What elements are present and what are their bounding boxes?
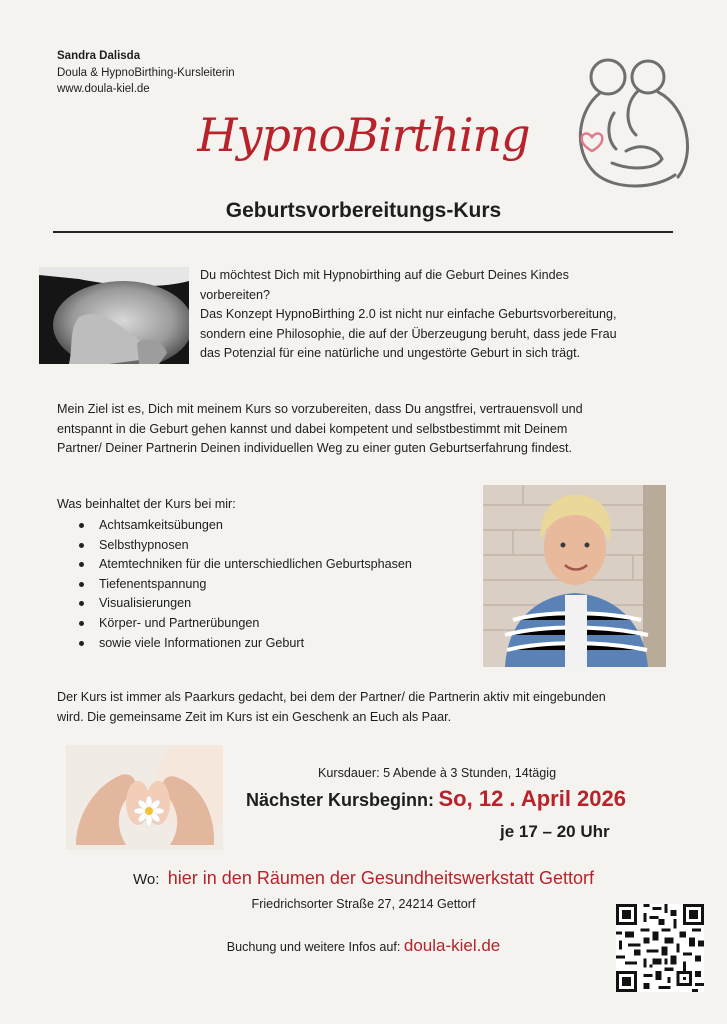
qr-code-icon[interactable] bbox=[616, 904, 704, 992]
portrait-photo bbox=[483, 485, 666, 667]
course-duration: Kursdauer: 5 Abende à 3 Stunden, 14tägig bbox=[318, 766, 557, 780]
author-block bbox=[57, 48, 235, 98]
author-name: Sandra Dalisda bbox=[57, 50, 141, 62]
course-time: je 17 – 20 Uhr bbox=[500, 822, 610, 841]
contents-heading: Was beinhaltet der Kurs bei mir: bbox=[57, 497, 236, 511]
list-item: Selbsthypnosen bbox=[57, 536, 412, 556]
intro-text bbox=[200, 266, 680, 364]
contents-list bbox=[57, 516, 412, 653]
title-divider bbox=[53, 231, 673, 233]
intro-line: das Potenzial für eine natürliche und ungestörte Geburt in sich trägt. bbox=[200, 346, 581, 361]
location-line bbox=[0, 868, 727, 889]
list-item: sowie viele Informationen zur Geburt bbox=[57, 634, 412, 654]
list-item: Atemtechniken für die unterschiedlichen Geburtsphasen bbox=[57, 555, 412, 575]
list-item: Tiefenentspannung bbox=[57, 575, 412, 595]
couple-line: Der Kurs ist immer als Paarkurs gedacht, bei dem der Partner/ die Partnerin aktiv mit eingebunden bbox=[57, 690, 606, 704]
goal-text bbox=[57, 400, 677, 459]
goal-line: Mein Ziel ist es, Dich mit meinem Kurs so vorzubereiten, dass Du angstfrei, vertrauensvoll und bbox=[57, 402, 583, 416]
location-place: hier in den Räumen der Gesundheitswerkstatt Gettorf bbox=[167, 868, 594, 888]
goal-line: entspannt in die Geburt gehen kannst und dabei kompetent und selbstbestimmt mit Deinem bbox=[57, 421, 568, 436]
location-label: Wo: bbox=[133, 871, 160, 888]
couple-text bbox=[57, 688, 687, 727]
couple-line: wird. Die gemeinsame Zeit im Kurs ist ein Geschenk an Euch als Paar. bbox=[57, 709, 452, 724]
intro-line: Das Konzept HypnoBirthing 2.0 ist nicht nur einfache Geburtsvorbereitung, bbox=[200, 307, 617, 322]
intro-line: Du möchtest Dich mit Hypnobirthing auf die Geburt Deines Kindes bbox=[200, 268, 569, 282]
intro-line: vorbereiten? bbox=[200, 287, 271, 302]
next-course-date: So, 12 . April 2026 bbox=[438, 786, 626, 811]
pregnant-belly-photo bbox=[39, 267, 189, 364]
intro-line: sondern eine Philosophie, die auf der Überzeugung beruht, dass jede Frau bbox=[200, 326, 617, 341]
page-title: HypnoBirthing bbox=[197, 108, 530, 162]
booking-link[interactable]: doula-kiel.de bbox=[403, 936, 501, 955]
location-address: Friedrichsorter Straße 27, 24214 Gettorf bbox=[251, 897, 476, 911]
author-website[interactable]: www.doula-kiel.de bbox=[57, 83, 150, 95]
booking-label: Buchung und weitere Infos auf: bbox=[226, 940, 401, 954]
list-item: Körper- und Partnerübungen bbox=[57, 614, 412, 634]
next-course-start bbox=[246, 786, 626, 812]
list-item: Visualisierungen bbox=[57, 594, 412, 614]
author-role: Doula & HypnoBirthing-Kursleiterin bbox=[57, 66, 235, 79]
next-course-label: Nächster Kursbeginn: bbox=[246, 790, 435, 810]
page-subtitle: Geburtsvorbereitungs-Kurs bbox=[225, 199, 502, 222]
baby-feet-hands-photo bbox=[66, 745, 223, 850]
goal-line: Partner/ Deiner Partnerin Deinen individuellen Weg zu einer guten Geburtserfahrung findest. bbox=[57, 441, 573, 456]
list-item: Achtsamkeitsübungen bbox=[57, 516, 412, 536]
